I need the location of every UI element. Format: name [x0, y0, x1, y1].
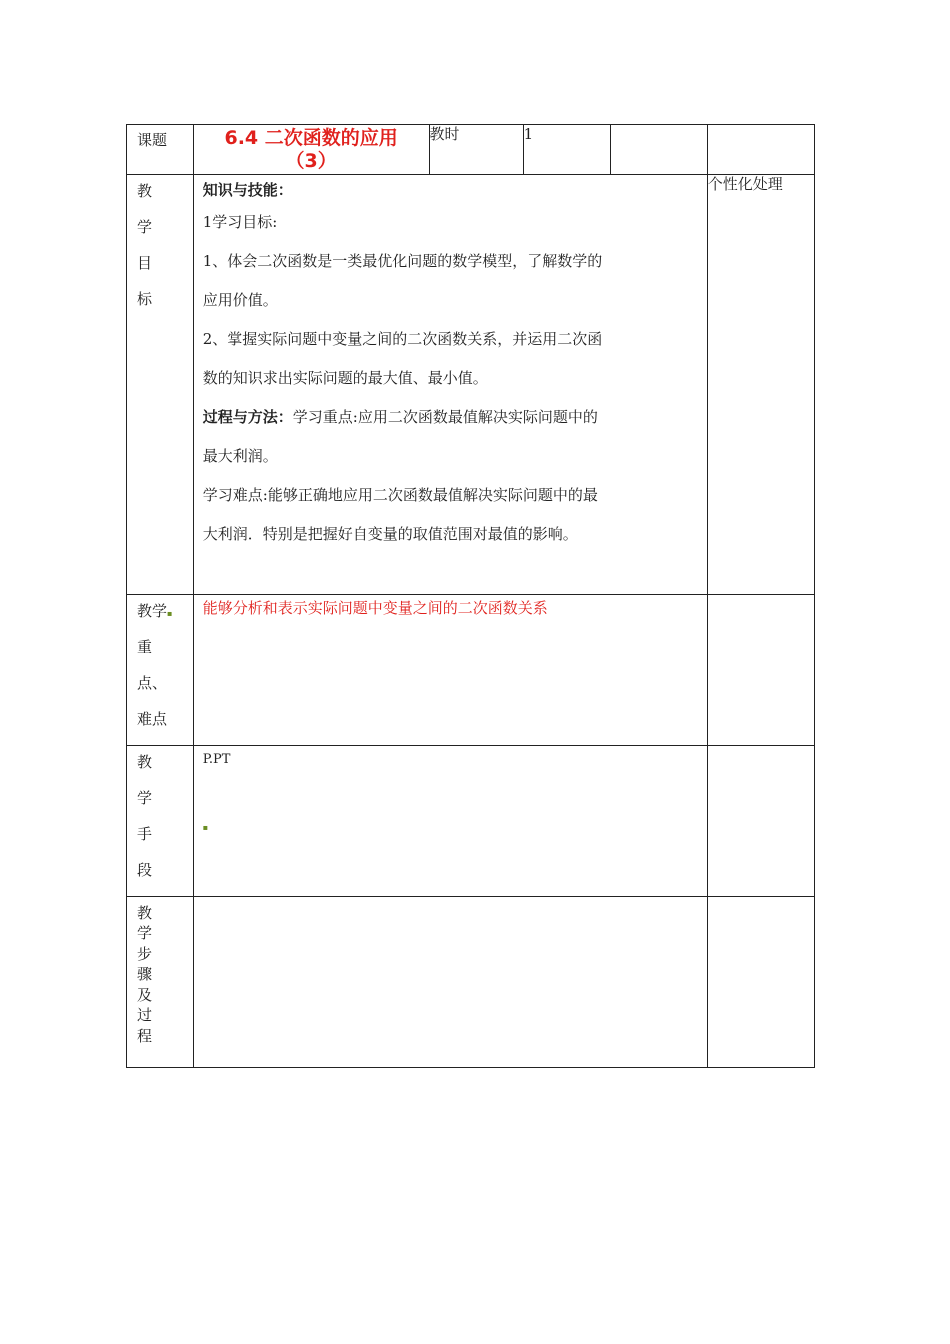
means-row — [127, 746, 815, 897]
steps-side-cell — [707, 897, 814, 1068]
process-text: 学习重点:应用二次函数最值解决实际问题中的 — [292, 408, 598, 426]
keypoints-text: 能够分析和表示实际问题中变量之间的二次函数关系 — [202, 599, 548, 617]
difficulty-line: 学习难点:能够正确地应用二次函数最值解决实际问题中的最 — [202, 486, 598, 504]
lesson-title: 6.4 二次函数的应用 — [224, 127, 398, 149]
means-side-cell — [707, 746, 814, 897]
empty-header-cell-1 — [610, 125, 707, 175]
objective-line: 1学习目标: — [202, 213, 278, 231]
objective-line: 1、体会二次函数是一类最优化问题的数学模型，了解数学的 — [202, 252, 603, 270]
steps-content — [193, 897, 707, 1068]
keypoints-side-cell — [707, 595, 814, 746]
lesson-title-sub: （3） — [285, 150, 337, 172]
keypoints-label: 教学▪ 重 点、 难点 — [127, 595, 194, 746]
period-label: 教时 — [429, 125, 523, 175]
objective-line: 应用价值。 — [202, 291, 278, 309]
means-label: 教 学 手 段 — [127, 746, 194, 897]
objectives-content — [193, 175, 707, 595]
steps-label: 教学 步骤 及过 程 — [127, 897, 194, 1068]
objectives-label: 教 学 目 标 — [127, 175, 194, 595]
header-row — [127, 125, 815, 175]
steps-row — [127, 897, 815, 1068]
lesson-plan-table — [126, 124, 815, 1068]
difficulty-line-2: 大利润．特别是把握好自变量的取值范围对最值的影响。 — [202, 525, 578, 543]
keypoints-row — [127, 595, 815, 746]
knowledge-heading: 知识与技能： — [202, 181, 293, 199]
empty-header-cell-2 — [707, 125, 814, 175]
keypoints-content — [193, 595, 707, 746]
stray-mark: ▪ — [202, 822, 209, 832]
period-value: 1 — [523, 125, 610, 175]
means-text: P.PT — [202, 752, 231, 767]
process-line — [203, 408, 707, 447]
personalization-note: 个性化处理 — [707, 175, 814, 595]
topic-label: 课题 — [127, 125, 194, 175]
process-label: 过程与方法： — [202, 408, 293, 426]
means-content — [193, 746, 707, 897]
lesson-title-cell — [193, 125, 429, 175]
process-line-2: 最大利润。 — [202, 447, 278, 465]
objective-line: 数的知识求出实际问题的最大值、最小值。 — [202, 369, 488, 387]
objectives-row — [127, 175, 815, 595]
objective-line: 2、掌握实际问题中变量之间的二次函数关系，并运用二次函 — [202, 330, 603, 348]
